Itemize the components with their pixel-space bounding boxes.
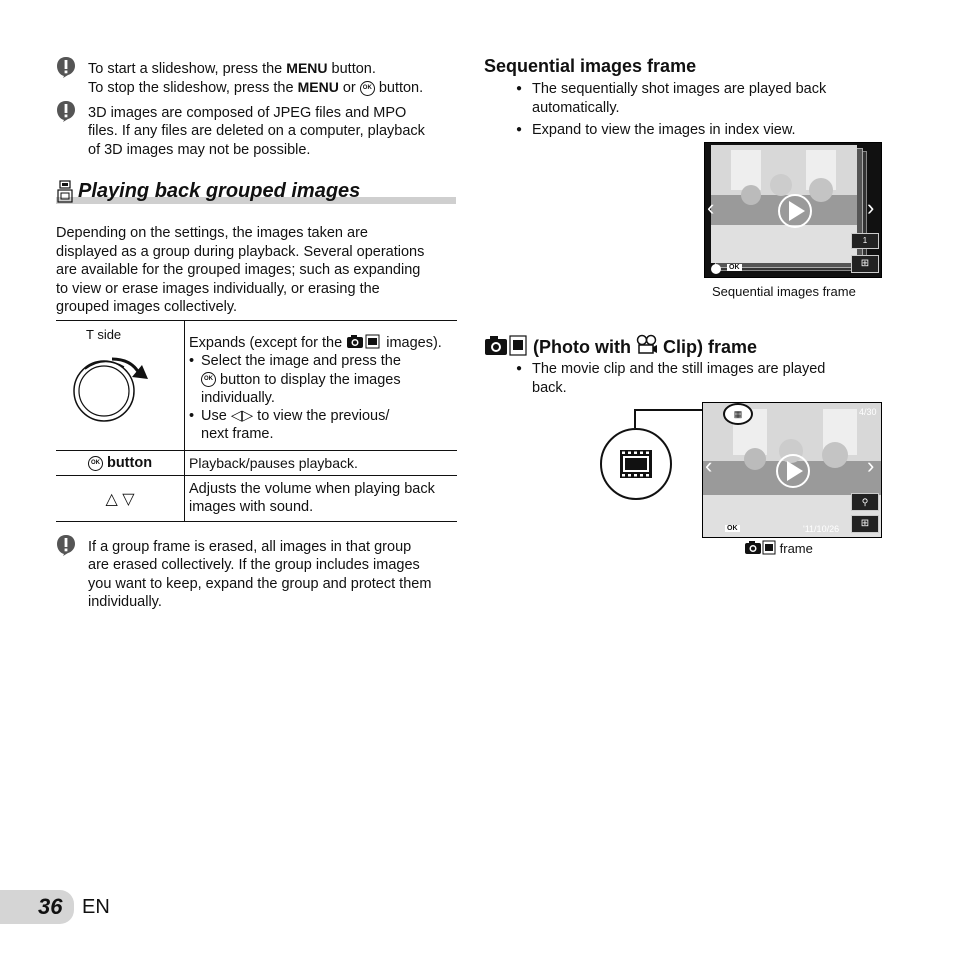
left-right-arrow-icon: ◁▷ [230,408,254,425]
sequential-bullet-2: ● Expand to view the images in index view. [516,121,872,140]
ok-badge: OK [729,264,740,271]
t-side-label: T side [86,327,122,342]
page-number: 36 [38,894,63,919]
photo-clip-frame-screen [702,402,882,538]
caution-icon [56,100,76,122]
photo-clip-icon [484,334,528,356]
left-arrow-icon[interactable]: ‹ [705,453,713,478]
index-view-icon[interactable]: ⊞ [851,515,879,533]
sequential-caption: Sequential images frame [712,284,856,299]
grouped-playback-icon [56,180,74,204]
ok-button-icon: OK [360,81,375,96]
section-title: Playing back grouped images [78,180,361,202]
ok-button-icon: OK [201,372,216,387]
index-view-icon[interactable]: ⊞ [851,255,879,273]
ok-button-icon: OK [88,456,103,471]
frame-counter: 4/30 [859,407,877,417]
section-intro: Depending on the settings, the images taken are displayed as a group during playback. Several operations are available for the grouped images; such as expanding to view or erase images individually, or erasing the grouped images collectively. [56,225,425,315]
left-arrow-icon[interactable]: ‹ [707,195,715,220]
volume-description: Adjusts the volume when playing back images with sound. [185,476,458,522]
erase-note: If a group frame is erased, all images in that group are erased collectively. If the group includes images you want to keep, expand the group and protect them individually. [88,539,432,610]
clip-frame-icon [620,450,652,478]
operations-table: T side Expands (except for the images). • Select the image and press the OK button to display the images individually. • Use ◁▷ to view the previous/ next frame. OK button Playback/pauses playback. △ ▽ Adjusts the volume when playing back images with sound. [56,320,457,522]
play-icon [711,264,721,274]
callout-magnifier [600,428,672,500]
ok-button-label: button [106,455,153,471]
ok-badge: OK [727,525,738,532]
right-arrow-icon[interactable]: › [867,195,875,220]
photo-clip-icon [744,540,776,555]
zoom-lever-icon [70,347,170,427]
sequential-bullet-1: ● The sequentially shot images are played back automatically. [516,80,872,117]
photo-clip-bullet: ● The movie clip and the still images are played back. [516,360,872,397]
caution-icon [56,534,76,556]
movie-camera-icon [636,334,658,356]
sequential-frame-screen [704,142,882,278]
clip-frame-indicator: ▦ [723,403,753,425]
group-count-badge: 1 [851,233,879,249]
playback-description: Playback/pauses playback. [185,451,458,476]
callout-line-vertical [634,410,636,428]
expand-description: Expands (except for the images). [189,335,442,351]
up-down-arrow-icon: △ ▽ [56,476,185,522]
slideshow-note: To start a slideshow, press the MENU button. To stop the slideshow, press the MENU or OK button. [88,60,424,97]
photo-clip-heading: (Photo with Clip) frame [484,334,757,358]
sequential-heading: Sequential images frame [484,56,697,76]
sequential-photo [711,145,857,263]
zoom-icon[interactable]: ⚲ [851,493,879,511]
page-number-tab [0,890,74,924]
photo-clip-caption: frame [744,540,813,556]
photo-clip-icon [346,333,382,349]
section-heading [56,180,456,206]
3d-note: 3D images are composed of JPEG files and MPO files. If any files are deleted on a computer, playback of 3D images may not be possible. [88,105,425,158]
right-arrow-icon[interactable]: › [867,453,875,478]
date-stamp: '11/10/26 [803,524,840,534]
caution-icon [56,56,76,78]
language-label: EN [82,896,110,918]
